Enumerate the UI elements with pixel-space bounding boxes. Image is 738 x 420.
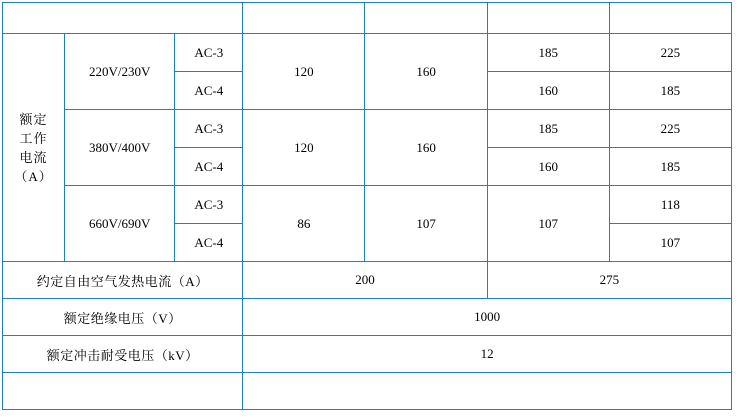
thermal-current-label: 约定自由空气发热电流（A） bbox=[3, 262, 243, 299]
insulation-voltage-label: 额定绝缘电压（V） bbox=[3, 299, 243, 336]
utilization-category-ac4: AC-4 bbox=[175, 148, 243, 186]
utilization-category-ac3: AC-3 bbox=[175, 110, 243, 148]
value-380-ac3-model3: 185 bbox=[487, 110, 609, 148]
header-model-1: TGCA-120 bbox=[243, 3, 365, 34]
utilization-category-ac3: AC-3 bbox=[175, 186, 243, 224]
thermal-current-value-1: 200 bbox=[243, 262, 487, 299]
impulse-voltage-label: 额定冲击耐受电压（kV） bbox=[3, 336, 243, 373]
table-row bbox=[3, 34, 732, 72]
table-row-partial bbox=[3, 373, 732, 410]
value-380-ac4-model4: 185 bbox=[609, 148, 731, 186]
value-660-ac4-model4: 107 bbox=[609, 224, 731, 262]
value-660-ac3-model3: 107 bbox=[487, 186, 609, 262]
rated-current-label-line-2: 工作 bbox=[19, 130, 48, 146]
table-row bbox=[3, 262, 732, 299]
value-380-ac3-model1: 120 bbox=[243, 110, 365, 186]
value-220-ac3-model1: 120 bbox=[243, 34, 365, 110]
value-660-ac3-model1: 86 bbox=[243, 186, 365, 262]
partial-label bbox=[3, 373, 243, 410]
table-row bbox=[3, 299, 732, 336]
header-model-3: TGCA-185 bbox=[487, 3, 609, 34]
voltage-group-220: 220V/230V bbox=[65, 34, 175, 110]
utilization-category-ac4: AC-4 bbox=[175, 224, 243, 262]
value-380-ac4-model3: 160 bbox=[487, 148, 609, 186]
specification-table bbox=[2, 2, 732, 410]
utilization-category-ac4: AC-4 bbox=[175, 72, 243, 110]
table-row bbox=[3, 186, 732, 224]
utilization-category-ac3: AC-3 bbox=[175, 34, 243, 72]
table-row bbox=[3, 336, 732, 373]
value-660-ac3-model4: 118 bbox=[609, 186, 731, 224]
thermal-current-value-2: 275 bbox=[487, 262, 731, 299]
insulation-voltage-value: 1000 bbox=[243, 299, 732, 336]
value-380-ac3-model4: 225 bbox=[609, 110, 731, 148]
header-model-label: 型 号 bbox=[3, 3, 243, 34]
header-model-2: TGCA-160 bbox=[365, 3, 487, 34]
value-660-ac3-model2: 107 bbox=[365, 186, 487, 262]
value-220-ac3-model4: 225 bbox=[609, 34, 731, 72]
header-model-4: TGCA-225 bbox=[609, 3, 731, 34]
rated-current-label-line-1: 额定 bbox=[19, 111, 48, 127]
spec-sheet bbox=[0, 2, 738, 420]
rated-current-label bbox=[3, 34, 65, 262]
table-row bbox=[3, 110, 732, 148]
voltage-group-660: 660V/690V bbox=[65, 186, 175, 262]
table-header-row bbox=[3, 3, 732, 34]
value-380-ac3-model2: 160 bbox=[365, 110, 487, 186]
value-220-ac4-model3: 160 bbox=[487, 72, 609, 110]
value-220-ac3-model2: 160 bbox=[365, 34, 487, 110]
rated-current-label-line-3: 电流 bbox=[19, 149, 48, 165]
rated-current-label-line-4: （A） bbox=[14, 168, 53, 184]
partial-value bbox=[243, 373, 732, 410]
voltage-group-380: 380V/400V bbox=[65, 110, 175, 186]
value-220-ac4-model4: 185 bbox=[609, 72, 731, 110]
impulse-voltage-value: 12 bbox=[243, 336, 732, 373]
value-220-ac3-model3: 185 bbox=[487, 34, 609, 72]
